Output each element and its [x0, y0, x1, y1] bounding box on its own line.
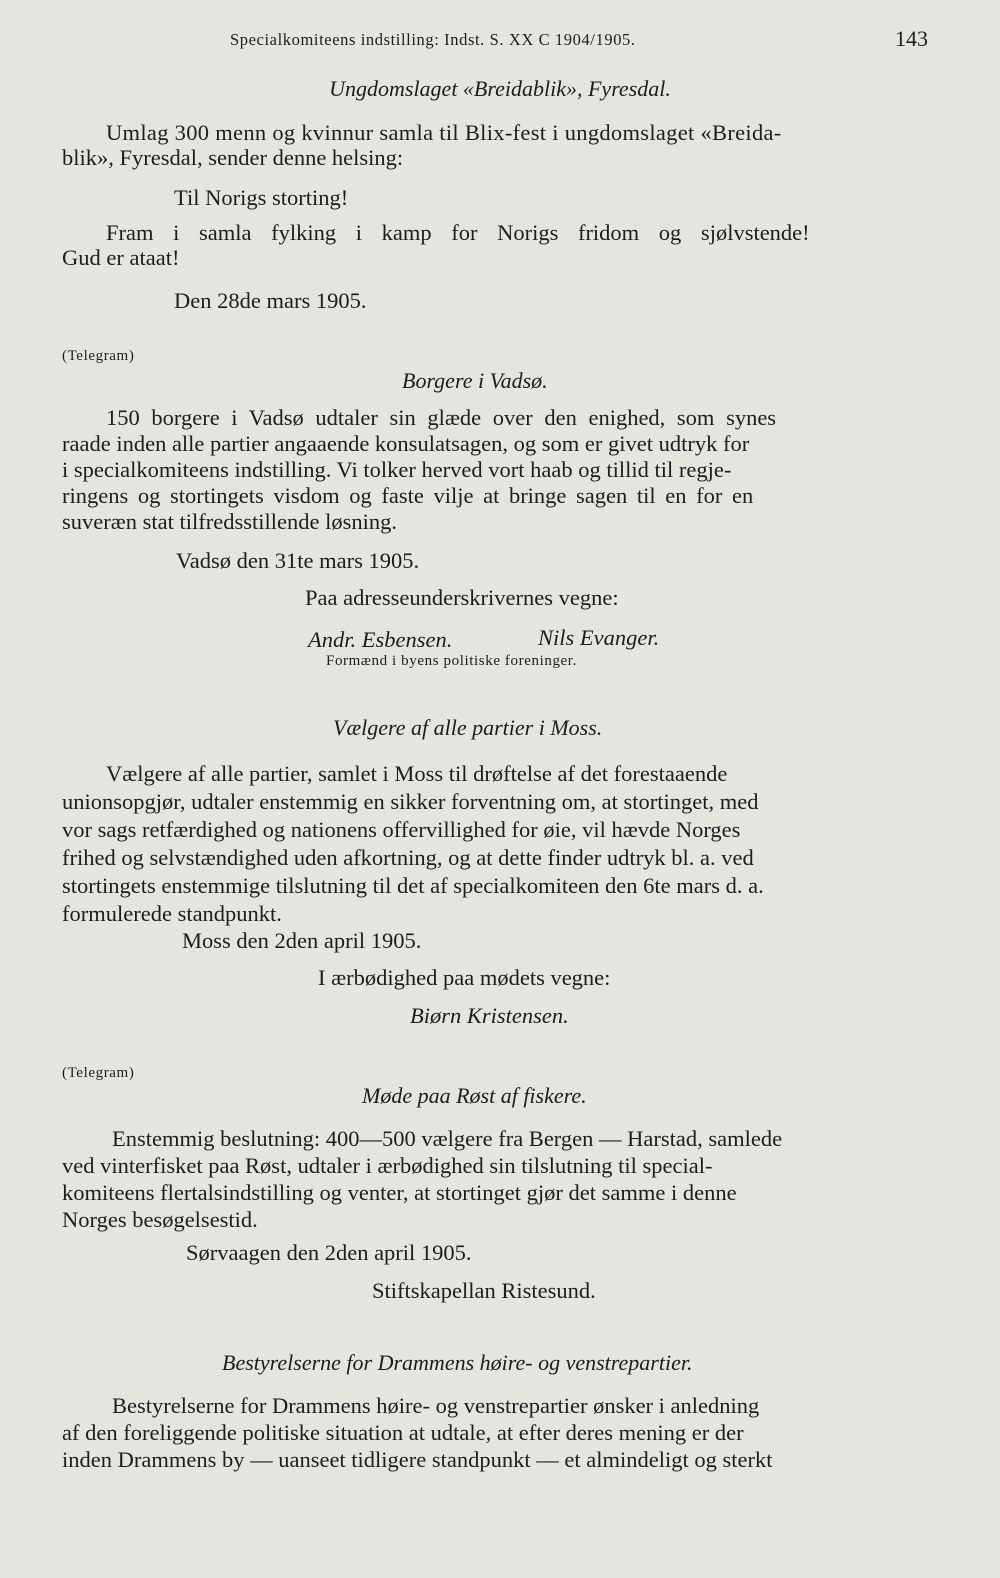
paragraph-moss — [62, 760, 940, 928]
telegram-note: (Telegram) — [62, 348, 135, 364]
date-line: Moss den 2den april 1905. — [182, 928, 422, 953]
date-line: Den 28de mars 1905. — [174, 288, 367, 313]
text-line: Paa adresseunderskrivernes vegne: — [305, 585, 619, 610]
text-line: Gud er ataat! — [62, 245, 180, 270]
text-line: frihed og selvstændighed uden afkortning, og at dette finder udtryk bl. a. ved — [62, 845, 754, 870]
text-line: blik», Fyresdal, sender denne helsing: — [62, 145, 404, 170]
text-line: Vælgere af alle partier, samlet i Moss til drøftelse af det forestaaende — [106, 761, 728, 786]
page-number: 143 — [895, 26, 928, 51]
text-line: Umlag 300 menn og kvinnur samla til Blix-fest i ungdomslaget «Breida- — [106, 120, 782, 145]
section-title-drammen: Bestyrelserne for Drammens høire- og venstrepartier. — [222, 1350, 693, 1375]
signature-kristensen: Biørn Kristensen. — [410, 1003, 569, 1028]
section-title-moss: Vælgere af alle partier i Moss. — [333, 715, 603, 740]
section-title-breidablik: Ungdomslaget «Breidablik», Fyresdal. — [329, 76, 671, 101]
text-line: suveræn stat tilfredsstillende løsning. — [62, 509, 397, 534]
text-line: stortingets enstemmige tilslutning til det af specialkomiteen den 6te mars d. a. — [62, 873, 764, 898]
text-line: Fram i samla fylking i kamp for Norigs fridom og sjølvstende! — [106, 220, 810, 245]
text-line: Norges besøgelsestid. — [62, 1207, 258, 1232]
telegram-note: (Telegram) — [62, 1065, 135, 1081]
signature-ristesund: Stiftskapellan Ristesund. — [372, 1278, 596, 1303]
paragraph-rost — [62, 1125, 940, 1233]
text-line: Til Norigs storting! — [174, 185, 349, 210]
text-line: af den foreliggende politiske situation at udtale, at efter deres mening er der — [62, 1420, 744, 1445]
signature-role: Formænd i byens politiske foreninger. — [326, 653, 577, 669]
text-line: raade inden alle partier angaaende konsulatsagen, og som er givet udtryk for — [62, 431, 750, 456]
date-line: Sørvaagen den 2den april 1905. — [186, 1240, 472, 1265]
text-line: formulerede standpunkt. — [62, 901, 282, 926]
text-line: 150 borgere i Vadsø udtaler sin glæde over den enighed, som synes — [106, 405, 777, 430]
text-line: i specialkomiteens indstilling. Vi tolker herved vort haab og tillid til regje- — [62, 457, 732, 482]
date-line: Vadsø den 31te mars 1905. — [176, 548, 420, 573]
paragraph-vadso — [62, 405, 940, 535]
text-line: inden Drammens by — uanseet tidligere standpunkt — et almindeligt og sterkt — [62, 1447, 773, 1472]
paragraph-breidablik — [62, 120, 940, 170]
text-line: komiteens flertalsindstilling og venter, at stortinget gjør det samme i denne — [62, 1180, 737, 1205]
text-line: ringens og stortingets visdom og faste vilje at bringe sagen til en for en — [62, 483, 754, 508]
text-line: ved vinterfisket paa Røst, udtaler i ærbødighed sin tilslutning til special- — [62, 1153, 713, 1178]
text-line: I ærbødighed paa mødets vegne: — [318, 965, 611, 990]
section-title-rost: Møde paa Røst af fiskere. — [362, 1083, 587, 1108]
text-line: Bestyrelserne for Drammens høire- og venstrepartier ønsker i anledning — [112, 1393, 760, 1418]
text-line: vor sags retfærdighed og nationens offervillighed for øie, vil hævde Norges — [62, 817, 741, 842]
signature-evanger: Nils Evanger. — [538, 625, 660, 650]
signature-esbensen: Andr. Esbensen. — [308, 627, 453, 652]
paragraph-drammen — [62, 1392, 940, 1473]
text-line: Enstemmig beslutning: 400—500 vælgere fra Bergen — Harstad, samlede — [112, 1126, 783, 1151]
section-title-vadso: Borgere i Vadsø. — [402, 368, 548, 393]
running-title: Specialkomiteens indstilling: Indst. S. XX C 1904/1905. — [230, 30, 636, 49]
text-line: unionsopgjør, udtaler enstemmig en sikker forventning om, at stortinget, med — [62, 789, 759, 814]
